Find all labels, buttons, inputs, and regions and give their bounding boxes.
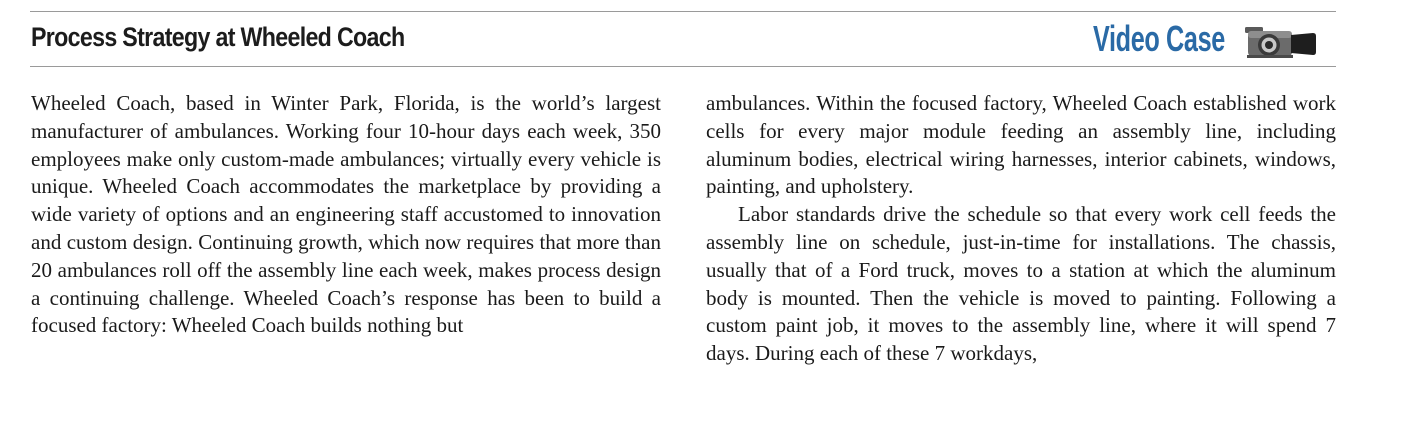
right-column <box>706 90 1336 368</box>
case-title: Process Strategy at Wheeled Coach <box>31 22 405 52</box>
video-case-label: Video Case <box>1093 18 1225 59</box>
left-column <box>31 90 661 340</box>
header-bottom-rule <box>30 66 1336 67</box>
video-camera-icon <box>1243 21 1317 61</box>
header-top-rule <box>30 11 1336 12</box>
intro-paragraph: Wheeled Coach, based in Winter Park, Florida, is the world’s largest manufacturer of ambulances. Working four 10-hour days each week, 350 employees make only custom-made ambulances; virtually every vehicle is unique. Wheeled Coach accommodates the marketplace by providing a wide variety of options and an engineering staff accustomed to innovation and custom design. Continuing growth, which now requires that more than 20 ambulances roll off the assembly line each week, makes process design a continuing challenge. Wheeled Coach’s response has been to build a focused factory: Wheeled Coach builds nothing but <box>31 91 661 338</box>
labor-standards-paragraph: Labor standards drive the schedule so that every work cell feeds the assembly line on schedule, just-in-time for installations. The chassis, usually that of a Ford truck, moves to a station at which the aluminum body is mounted. Then the vehicle is moved to painting. Following a custom paint job, it moves to the assembly line, where it will spend 7 days. During each of these 7 workdays, <box>706 202 1336 366</box>
continued-paragraph: ambulances. Within the focused factory, Wheeled Coach established work cells for every major module feeding an assembly line, including aluminum bodies, electrical wiring harnesses, interior cabinets, windows, painting, and upholstery. <box>706 91 1336 199</box>
